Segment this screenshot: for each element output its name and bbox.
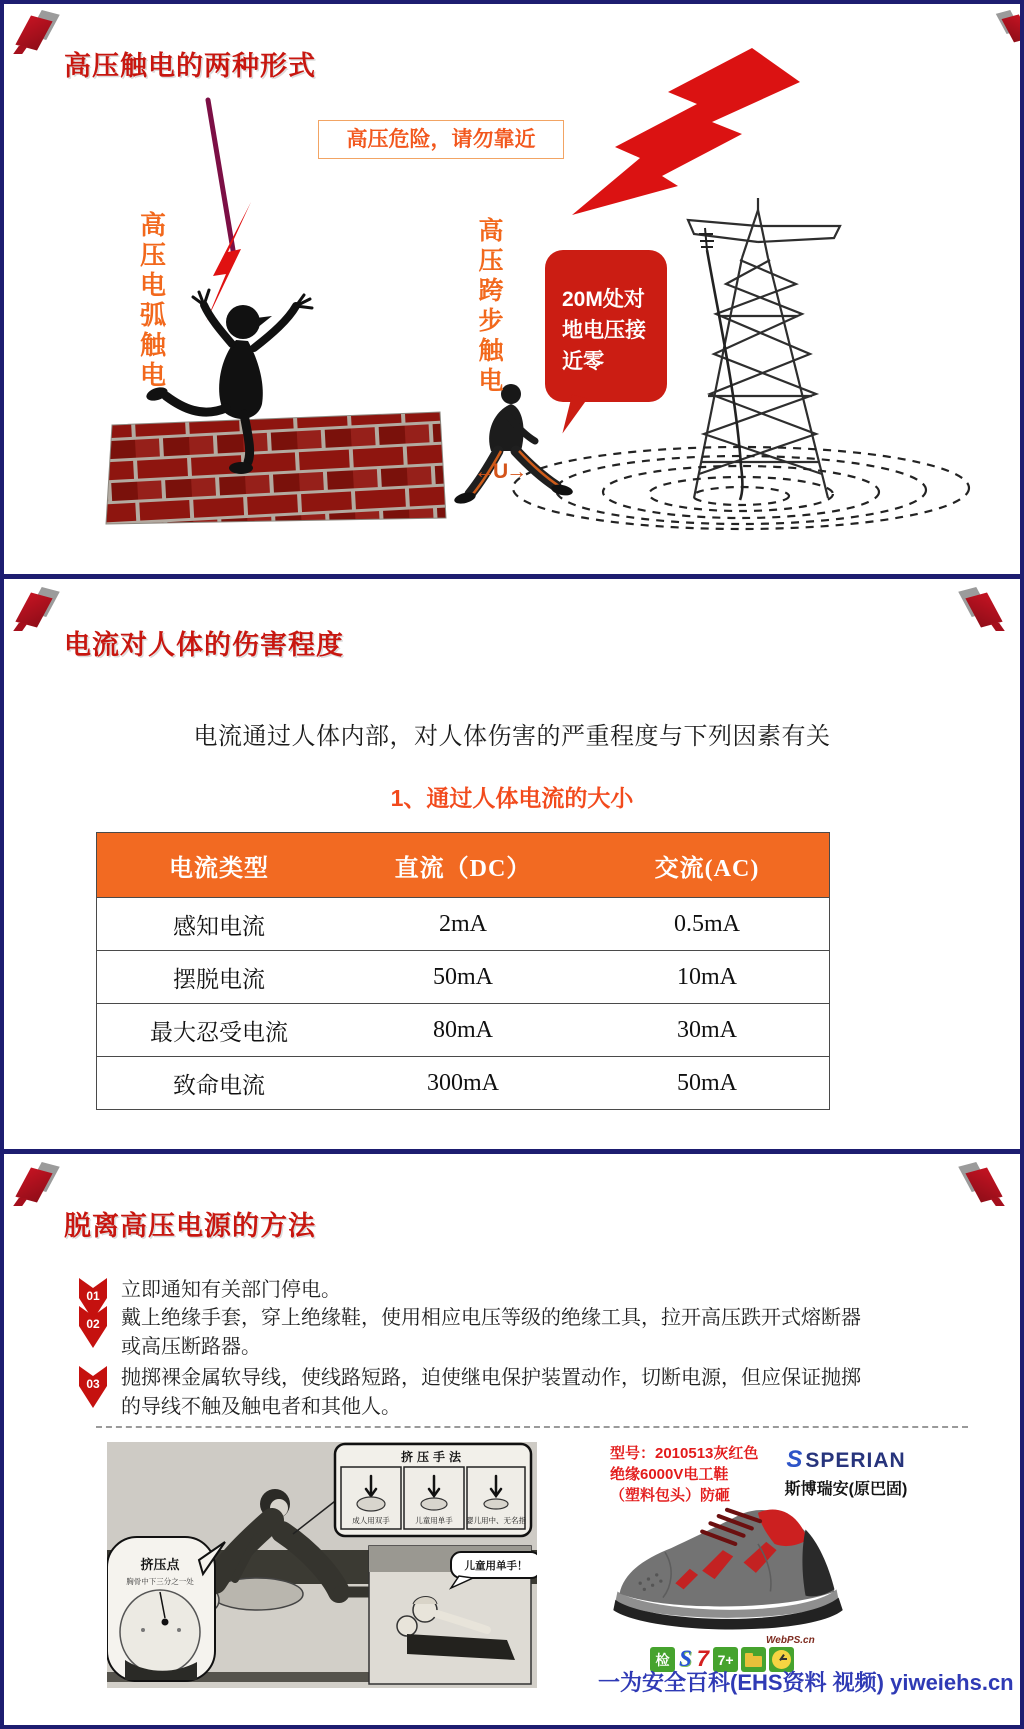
brand-text: SPERIAN xyxy=(805,1449,906,1472)
safety-shoe-image xyxy=(602,1484,852,1644)
slide1-title: 高压触电的两种形式 xyxy=(64,51,316,82)
table-cell: 50mA xyxy=(433,963,493,990)
table-cell: 致命电流 xyxy=(173,1071,265,1098)
technique-title: 挤压手法 xyxy=(400,1450,466,1464)
lightning-bolt-large xyxy=(572,48,800,215)
table-cell: 10mA xyxy=(677,963,737,990)
slide3-title: 脱离高压电源的方法 xyxy=(64,1211,316,1242)
current-threshold-table xyxy=(96,832,830,1110)
slide2-subtitle: 1、通过人体电流的大小 xyxy=(390,785,634,811)
dotted-divider xyxy=(96,1426,968,1428)
corner-logo-left xyxy=(16,587,62,633)
table-cell: 摆脱电流 xyxy=(173,965,265,992)
corner-logo-right xyxy=(956,587,1002,633)
brand-name xyxy=(746,1446,946,1474)
step-item-2 xyxy=(78,1304,861,1362)
power-wire xyxy=(208,100,234,256)
sperian-s-logo: S xyxy=(786,1446,804,1473)
seven-plus-badge-icon: 7+ xyxy=(713,1647,738,1672)
step-text: 戴上绝缘手套，穿上绝缘鞋，使用相应电压等级的绝缘工具，拉开高压跌开式熔断器或高压断路器。 xyxy=(121,1307,861,1358)
brick-floor xyxy=(106,412,446,524)
seven-icon: 7 xyxy=(696,1646,710,1671)
step-shock-label: 高压跨步触电 xyxy=(478,217,504,395)
step-item-3 xyxy=(78,1364,861,1422)
table-row xyxy=(97,1056,829,1109)
table-row xyxy=(97,1003,829,1056)
step-text: 立即通知有关部门停电。 xyxy=(121,1279,341,1301)
high-voltage-warning-box: 高压危险，请勿靠近 xyxy=(318,120,564,159)
bubble-line2: 地电压接 xyxy=(562,319,646,342)
compression-point-inset xyxy=(107,1537,225,1681)
table-cell: 感知电流 xyxy=(173,912,265,939)
brand-name-cn: 斯博瑞安(原巴固) xyxy=(784,1481,908,1498)
technique-panel2-caption: 儿童用单手 xyxy=(415,1516,453,1525)
s-logo-icon: S xyxy=(679,1646,692,1671)
step-arrow-icon xyxy=(78,1304,108,1362)
technique-panel3-caption: 婴儿用中、无名指 xyxy=(466,1516,526,1525)
voltage-speech-bubble xyxy=(545,250,667,402)
transmission-tower xyxy=(688,198,840,498)
arc-shock-label: 高压电弧触电 xyxy=(139,210,166,390)
bubble-line3: 近零 xyxy=(562,350,604,373)
corner-logo-left xyxy=(16,10,62,56)
table-header-cell: 直流（DC） xyxy=(394,855,532,882)
technique-box xyxy=(335,1444,531,1536)
compression-point-title: 挤压点 xyxy=(140,1557,180,1572)
step-number: 03 xyxy=(86,1377,100,1391)
child-cpr-bubble: 儿童用单手！ xyxy=(464,1560,528,1572)
corner-logo-right xyxy=(956,1162,1002,1208)
slide-high-voltage-forms xyxy=(4,4,1020,574)
table-row xyxy=(97,897,829,950)
product-line2: 绝缘6000V电工鞋 xyxy=(610,1466,729,1483)
step-number: 02 xyxy=(86,1317,100,1331)
jian-badge-icon: 检 xyxy=(650,1647,675,1672)
slide-current-harm xyxy=(4,579,1020,1149)
table-cell: 300mA xyxy=(427,1069,499,1096)
table-cell: 50mA xyxy=(677,1069,737,1096)
table-cell: 80mA xyxy=(433,1016,493,1043)
slide2-intro-text: 电流通过人体内部，对人体伤害的严重程度与下列因素有关 xyxy=(193,723,831,750)
walking-person xyxy=(453,384,574,506)
technique-panel1-caption: 成人用双手 xyxy=(352,1516,390,1525)
table-cell: 最大忍受电流 xyxy=(150,1018,288,1045)
table-cell: 2mA xyxy=(439,910,487,937)
product-line1: 型号：2010513灰红色 xyxy=(610,1445,759,1462)
table-cell: 30mA xyxy=(677,1016,737,1043)
table-row xyxy=(97,950,829,1003)
slide2-title: 电流对人体的伤害程度 xyxy=(64,630,344,661)
product-line3: （塑料包头）防砸 xyxy=(610,1487,731,1504)
step-voltage-u-label: ←U→ xyxy=(474,460,526,483)
corner-logo-left xyxy=(16,1162,62,1208)
webps-watermark: WebPS.cn xyxy=(766,1635,815,1646)
slide-disconnect-methods xyxy=(4,1154,1020,1725)
step-number: 01 xyxy=(86,1289,100,1303)
corner-logo-right xyxy=(994,10,1020,47)
table-cell: 0.5mA xyxy=(674,910,740,937)
footer-site-credit: 一为安全百科(EHS资料 视频) yiweiehs.cn xyxy=(598,1670,1014,1695)
insulator-string xyxy=(699,228,714,250)
table-header-cell: 交流(AC) xyxy=(654,855,760,882)
child-cpr-inset xyxy=(369,1546,537,1684)
step-arrow-icon xyxy=(78,1364,108,1422)
table-header-cell: 电流类型 xyxy=(169,855,269,882)
bubble-line1: 20M处对 xyxy=(562,288,645,311)
table-header-row xyxy=(97,833,829,897)
compression-point-subtitle: 胸骨中下三分之一处 xyxy=(126,1577,194,1586)
step-text: 抛掷裸金属软导线，使线路短路，迫使继电保护装置动作，切断电源，但应保证抛掷的导线不触及触电者和其他人。 xyxy=(121,1367,861,1418)
cpr-illustration xyxy=(107,1442,537,1688)
